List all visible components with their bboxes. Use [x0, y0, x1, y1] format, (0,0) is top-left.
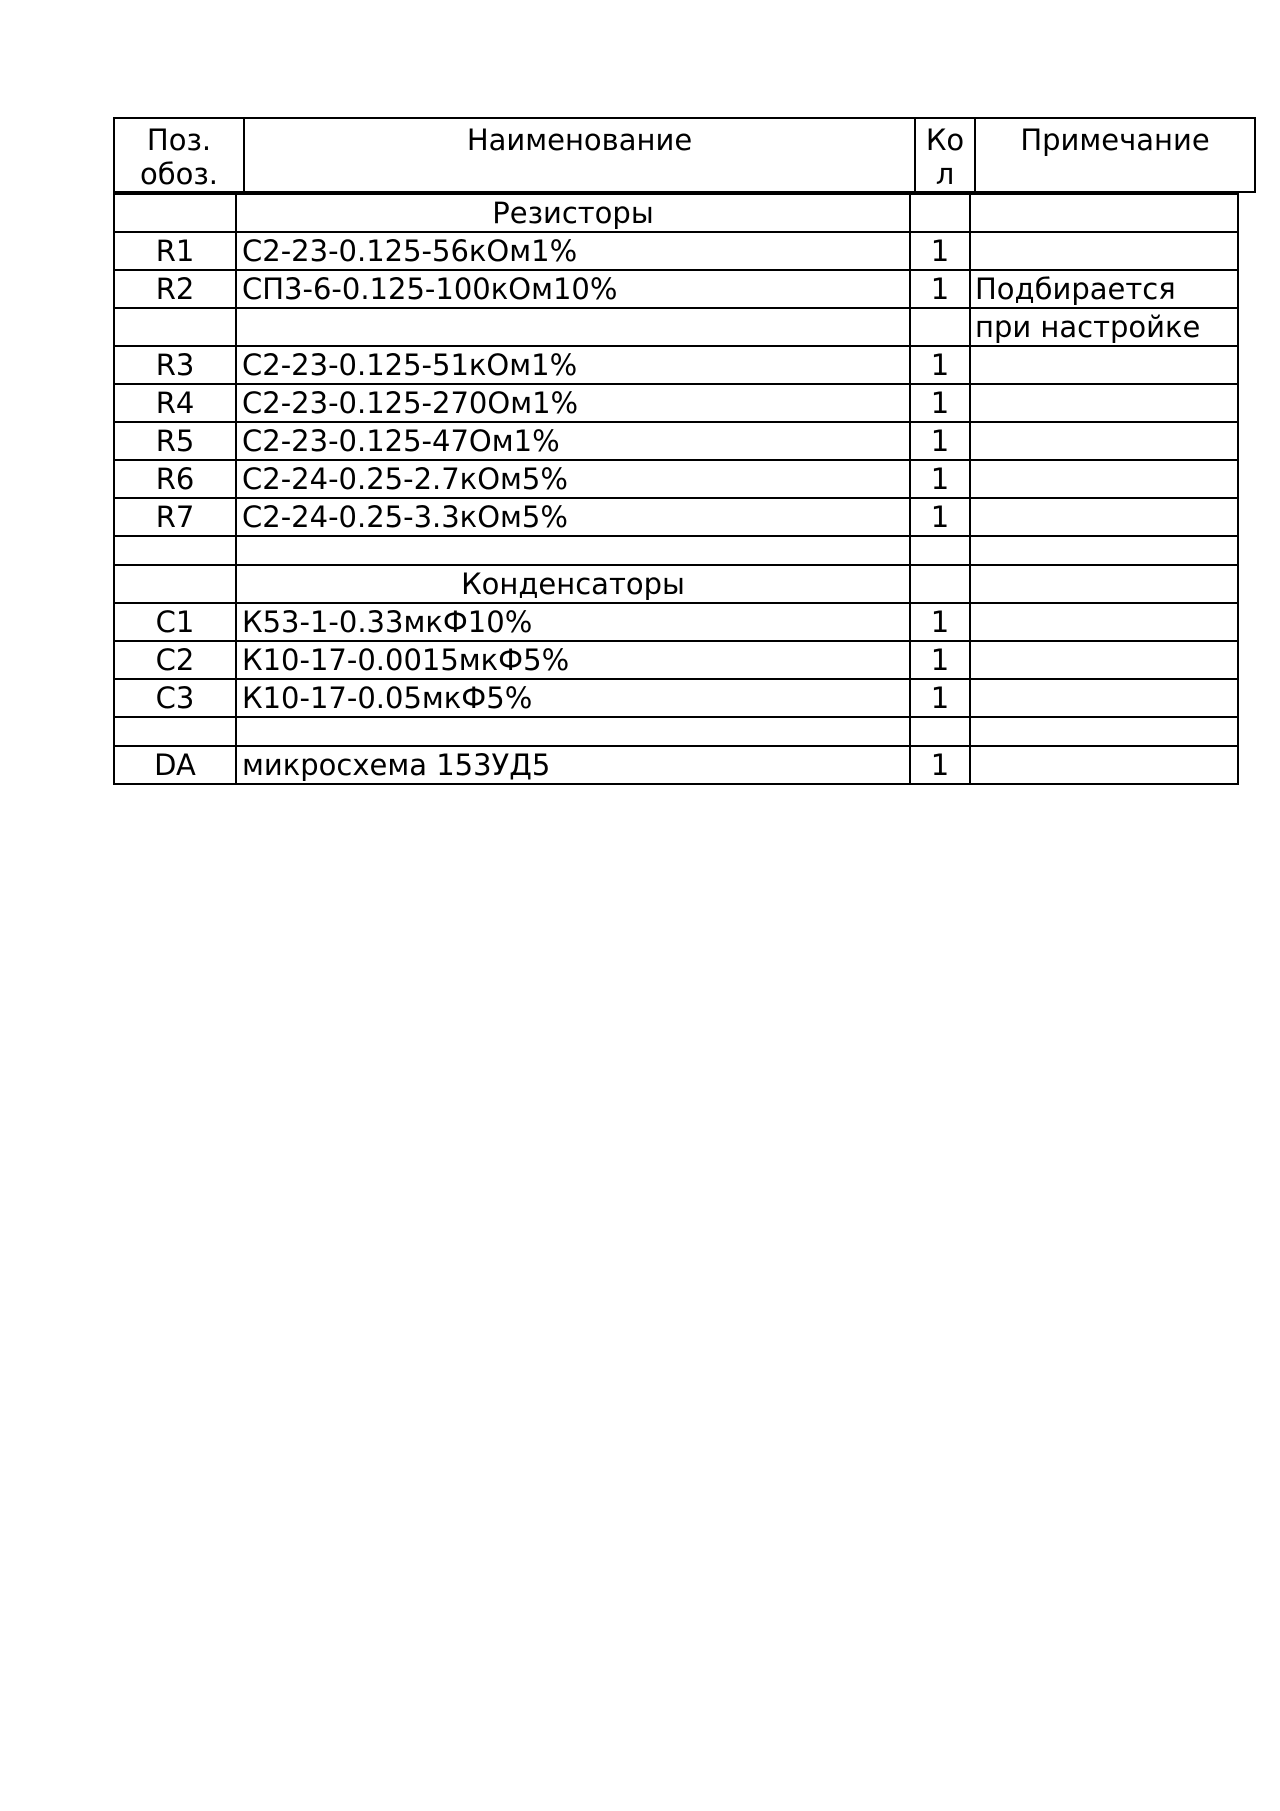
- cell-name: [236, 536, 910, 565]
- cell-qty: 1: [910, 422, 970, 460]
- cell-note: [970, 717, 1238, 746]
- table-row: [114, 746, 1238, 784]
- spacer-row: [114, 536, 1238, 565]
- cell-qty: 1: [910, 270, 970, 308]
- cell-note: [970, 232, 1238, 270]
- cell-pos: [114, 308, 236, 346]
- cell-pos: DA: [114, 746, 236, 784]
- cell-note: [970, 565, 1238, 603]
- cell-note: при настройке: [970, 308, 1238, 346]
- section-row: [114, 194, 1238, 232]
- cell-pos: [114, 717, 236, 746]
- cell-qty: 1: [910, 603, 970, 641]
- cell-name: С2-24-0.25-2.7кОм5%: [236, 460, 910, 498]
- cell-pos: R2: [114, 270, 236, 308]
- table-header: [113, 117, 1256, 193]
- table-row: [114, 460, 1238, 498]
- cell-qty: 1: [910, 346, 970, 384]
- header-pos-line2: обоз.: [139, 157, 218, 191]
- cell-qty: 1: [910, 641, 970, 679]
- cell-name: СП3-6-0.125-100кОм10%: [236, 270, 910, 308]
- header-qty-line2: л: [935, 157, 955, 191]
- header-name: Наименование: [245, 119, 916, 191]
- cell-name: С2-23-0.125-51кОм1%: [236, 346, 910, 384]
- cell-qty: 1: [910, 460, 970, 498]
- cell-pos: R6: [114, 460, 236, 498]
- cell-name: К53-1-0.33мкФ10%: [236, 603, 910, 641]
- cell-name: С2-23-0.125-56кОм1%: [236, 232, 910, 270]
- table-row: [114, 232, 1238, 270]
- section-title: Резисторы: [236, 194, 910, 232]
- cell-note: [970, 422, 1238, 460]
- cell-pos: C3: [114, 679, 236, 717]
- cell-pos: R5: [114, 422, 236, 460]
- spacer-row: [114, 717, 1238, 746]
- cell-qty: 1: [910, 232, 970, 270]
- cell-qty: 1: [910, 679, 970, 717]
- section-row: [114, 565, 1238, 603]
- cell-qty: [910, 565, 970, 603]
- table-row: [114, 346, 1238, 384]
- table-row: [114, 384, 1238, 422]
- header-pos-line1: Поз.: [146, 123, 212, 157]
- cell-pos: C1: [114, 603, 236, 641]
- cell-note: [970, 746, 1238, 784]
- cell-pos: C2: [114, 641, 236, 679]
- cell-name: С2-23-0.125-47Ом1%: [236, 422, 910, 460]
- cell-name: [236, 308, 910, 346]
- table-row: [114, 679, 1238, 717]
- table-row: [114, 603, 1238, 641]
- cell-note: [970, 641, 1238, 679]
- cell-pos: [114, 536, 236, 565]
- cell-name: микросхема 153УД5: [236, 746, 910, 784]
- table-row: [114, 641, 1238, 679]
- cell-name: С2-24-0.25-3.3кОм5%: [236, 498, 910, 536]
- cell-name: К10-17-0.0015мкФ5%: [236, 641, 910, 679]
- cell-note: [970, 603, 1238, 641]
- cell-name: С2-23-0.125-270Ом1%: [236, 384, 910, 422]
- cell-note: [970, 498, 1238, 536]
- cell-qty: [910, 536, 970, 565]
- cell-note: [970, 384, 1238, 422]
- cell-name: [236, 717, 910, 746]
- cell-pos: [114, 194, 236, 232]
- cell-pos: R3: [114, 346, 236, 384]
- cell-qty: 1: [910, 746, 970, 784]
- cell-name: К10-17-0.05мкФ5%: [236, 679, 910, 717]
- cell-pos: R7: [114, 498, 236, 536]
- cell-qty: 1: [910, 498, 970, 536]
- cell-note: [970, 536, 1238, 565]
- table-row: [114, 270, 1238, 308]
- cell-note: [970, 679, 1238, 717]
- cell-note: [970, 460, 1238, 498]
- header-note: Примечание: [1020, 123, 1210, 157]
- header-qty-line1: Ко: [925, 123, 965, 157]
- cell-pos: R4: [114, 384, 236, 422]
- cell-qty: [910, 717, 970, 746]
- cell-qty: [910, 194, 970, 232]
- table-row: [114, 498, 1238, 536]
- cell-qty: [910, 308, 970, 346]
- section-title: Конденсаторы: [236, 565, 910, 603]
- table-row: [114, 308, 1238, 346]
- cell-pos: [114, 565, 236, 603]
- cell-qty: 1: [910, 384, 970, 422]
- cell-note: [970, 346, 1238, 384]
- cell-note: Подбирается: [970, 270, 1238, 308]
- table-row: [114, 422, 1238, 460]
- parts-table: [113, 193, 1239, 785]
- cell-note: [970, 194, 1238, 232]
- header-pos: [115, 119, 245, 191]
- header-qty: [916, 119, 976, 191]
- cell-pos: R1: [114, 232, 236, 270]
